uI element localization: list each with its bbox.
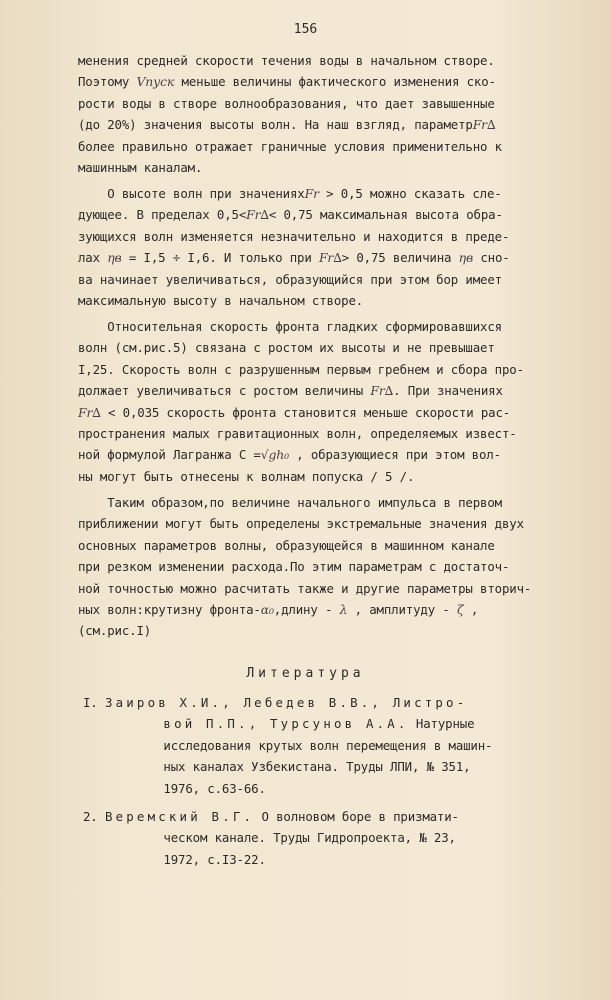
ref2-title-start: О волновом боре в призмати-: [254, 809, 459, 824]
p3-line4b: . При значениях: [393, 383, 503, 399]
paragraph-4: [78, 492, 578, 642]
p2-text-a: О высоте волн при значениях: [107, 186, 305, 201]
paragraph-2: [78, 183, 578, 311]
paragraph-1: [78, 50, 578, 178]
p4-line3: основных параметров волны, образующейся в машинном канале: [78, 537, 495, 553]
p2-text-h: > 0,75 величина: [341, 250, 452, 266]
p4-line5: ной точностью можно расчитать также и другие параметры вторич-: [78, 580, 532, 596]
p2-text-k: максимальную высоту в начальном створе.: [78, 293, 364, 309]
ref1-title-start: Натурные: [408, 716, 475, 732]
p4-line6b: ,длину -: [273, 602, 333, 618]
p1-line6: машинным каналам.: [78, 160, 203, 176]
p2-text-g: = I,5 ÷ I,6. И только при: [128, 250, 312, 266]
p1-line1: менения средней скорости течения воды в начальном створе.: [78, 53, 495, 68]
p1-line2a: Поэтому: [78, 74, 130, 90]
p3-line7b: , образующиеся при этом вол-: [296, 447, 501, 463]
p2-text-f: лах: [78, 250, 100, 266]
fr-symbol-2c: Fr∆: [318, 250, 342, 266]
p3-line7a: ной формулой Лагранжа С =: [78, 447, 261, 463]
p2-text-i: сно-: [480, 250, 510, 266]
p2-text-b: > 0,5 можно сказать сле-: [326, 186, 502, 201]
p1-line2b: меньше величины фактического изменения ско-: [181, 74, 496, 90]
p4-line6c: , амплитуду -: [354, 602, 450, 618]
paragraph-3: [78, 316, 578, 487]
p3-line5: < 0,035 скорость фронта становится меньше скорости рас-: [108, 404, 511, 420]
zeta-symbol: ζ: [456, 602, 464, 618]
p3-line4a: должает увеличиваться с ростом величины: [78, 383, 364, 399]
lambda-symbol: λ: [339, 602, 348, 618]
p4-line6a: ных волн:крутизну фронта-: [78, 602, 261, 618]
page-number: 156: [293, 22, 318, 37]
p1-line5: более правильно отражает граничные условия применительно к: [78, 138, 502, 154]
p2-text-c: дующее. В пределах 0,5<: [78, 207, 247, 223]
literature-heading: Литература: [246, 666, 365, 681]
sqrt-gh-symbol: √gh₀: [260, 447, 289, 463]
p2-text-e: зующихся волн изменяется незначительно и находится в преде-: [78, 228, 510, 244]
reference-2: [83, 806, 588, 870]
p1-line4: (до 20%) значения высоты волн. На наш взгляд, параметр: [78, 117, 473, 133]
p4-line6d: ,: [470, 602, 479, 618]
eta-symbol-1: ηв: [107, 250, 122, 266]
p1-line3: рости воды в створе волнообразования, что дает завышенные: [78, 95, 495, 111]
fr-symbol-3a: Fr∆: [370, 383, 394, 399]
p4-line2: приближении могут быть определены экстремальные значения двух: [78, 516, 524, 532]
p4-line7: (см.рис.I): [78, 623, 152, 639]
fr-symbol-2a: Fr: [304, 186, 319, 201]
ref1-line5: 1976, с.63-66.: [163, 780, 266, 796]
alpha-symbol: α₀: [260, 602, 274, 618]
p3-line2: волн (см.рис.5) связана с ростом их высоты и не превышает: [78, 340, 495, 356]
ref1-number: I.: [83, 695, 98, 710]
ref1-authors: Заиров Х.И., Лебедев В.В., Листро-: [104, 695, 468, 710]
fr-symbol-3b: Fr∆: [78, 404, 101, 420]
ref1-line3: исследования крутых волн перемещения в машин-: [163, 737, 493, 753]
eta-symbol-2: ηв: [458, 250, 474, 266]
p4-line1: Таким образом,по величине начального импульса в первом: [107, 495, 502, 510]
fr-symbol: Fr∆: [472, 117, 496, 133]
p4-line4: при резком изменении расхода.По этим параметрам с достаточ-: [78, 559, 510, 575]
p2-text-j: ва начинает увеличиваться, образующийся при этом бор имеет: [78, 271, 502, 287]
ref2-line3: 1972, с.I3-22.: [163, 851, 266, 867]
reference-1: [83, 692, 588, 799]
ref1-line4: ных каналах Узбекистана. Труды ЛПИ, № 351,: [163, 759, 471, 775]
fr-symbol-2b: Fr∆: [246, 207, 269, 223]
v-pusk-symbol: Vпуск: [136, 74, 175, 90]
p3-line8: ны могут быть отнесены к волнам попуска / 5 /.: [78, 468, 415, 484]
ref2-authors: Веремский В.Г.: [104, 809, 255, 824]
ref2-number: 2.: [83, 809, 98, 824]
ref2-line2: ческом канале. Труды Гидропроекта, № 23,: [163, 830, 456, 846]
p3-line3: I,25. Скорость волн с разрушенным первым гребнем и сбора про-: [78, 361, 524, 377]
p2-text-d: < 0,75 максимальная высота обра-: [268, 207, 503, 223]
ref1-authors-2: вой П.П., Турсунов А.А.: [163, 716, 409, 732]
p3-line6: пространения малых гравитационных волн, определяемых извест-: [78, 426, 517, 442]
p3-line1: Относительная скорость фронта гладких сформировавшихся: [107, 319, 502, 334]
